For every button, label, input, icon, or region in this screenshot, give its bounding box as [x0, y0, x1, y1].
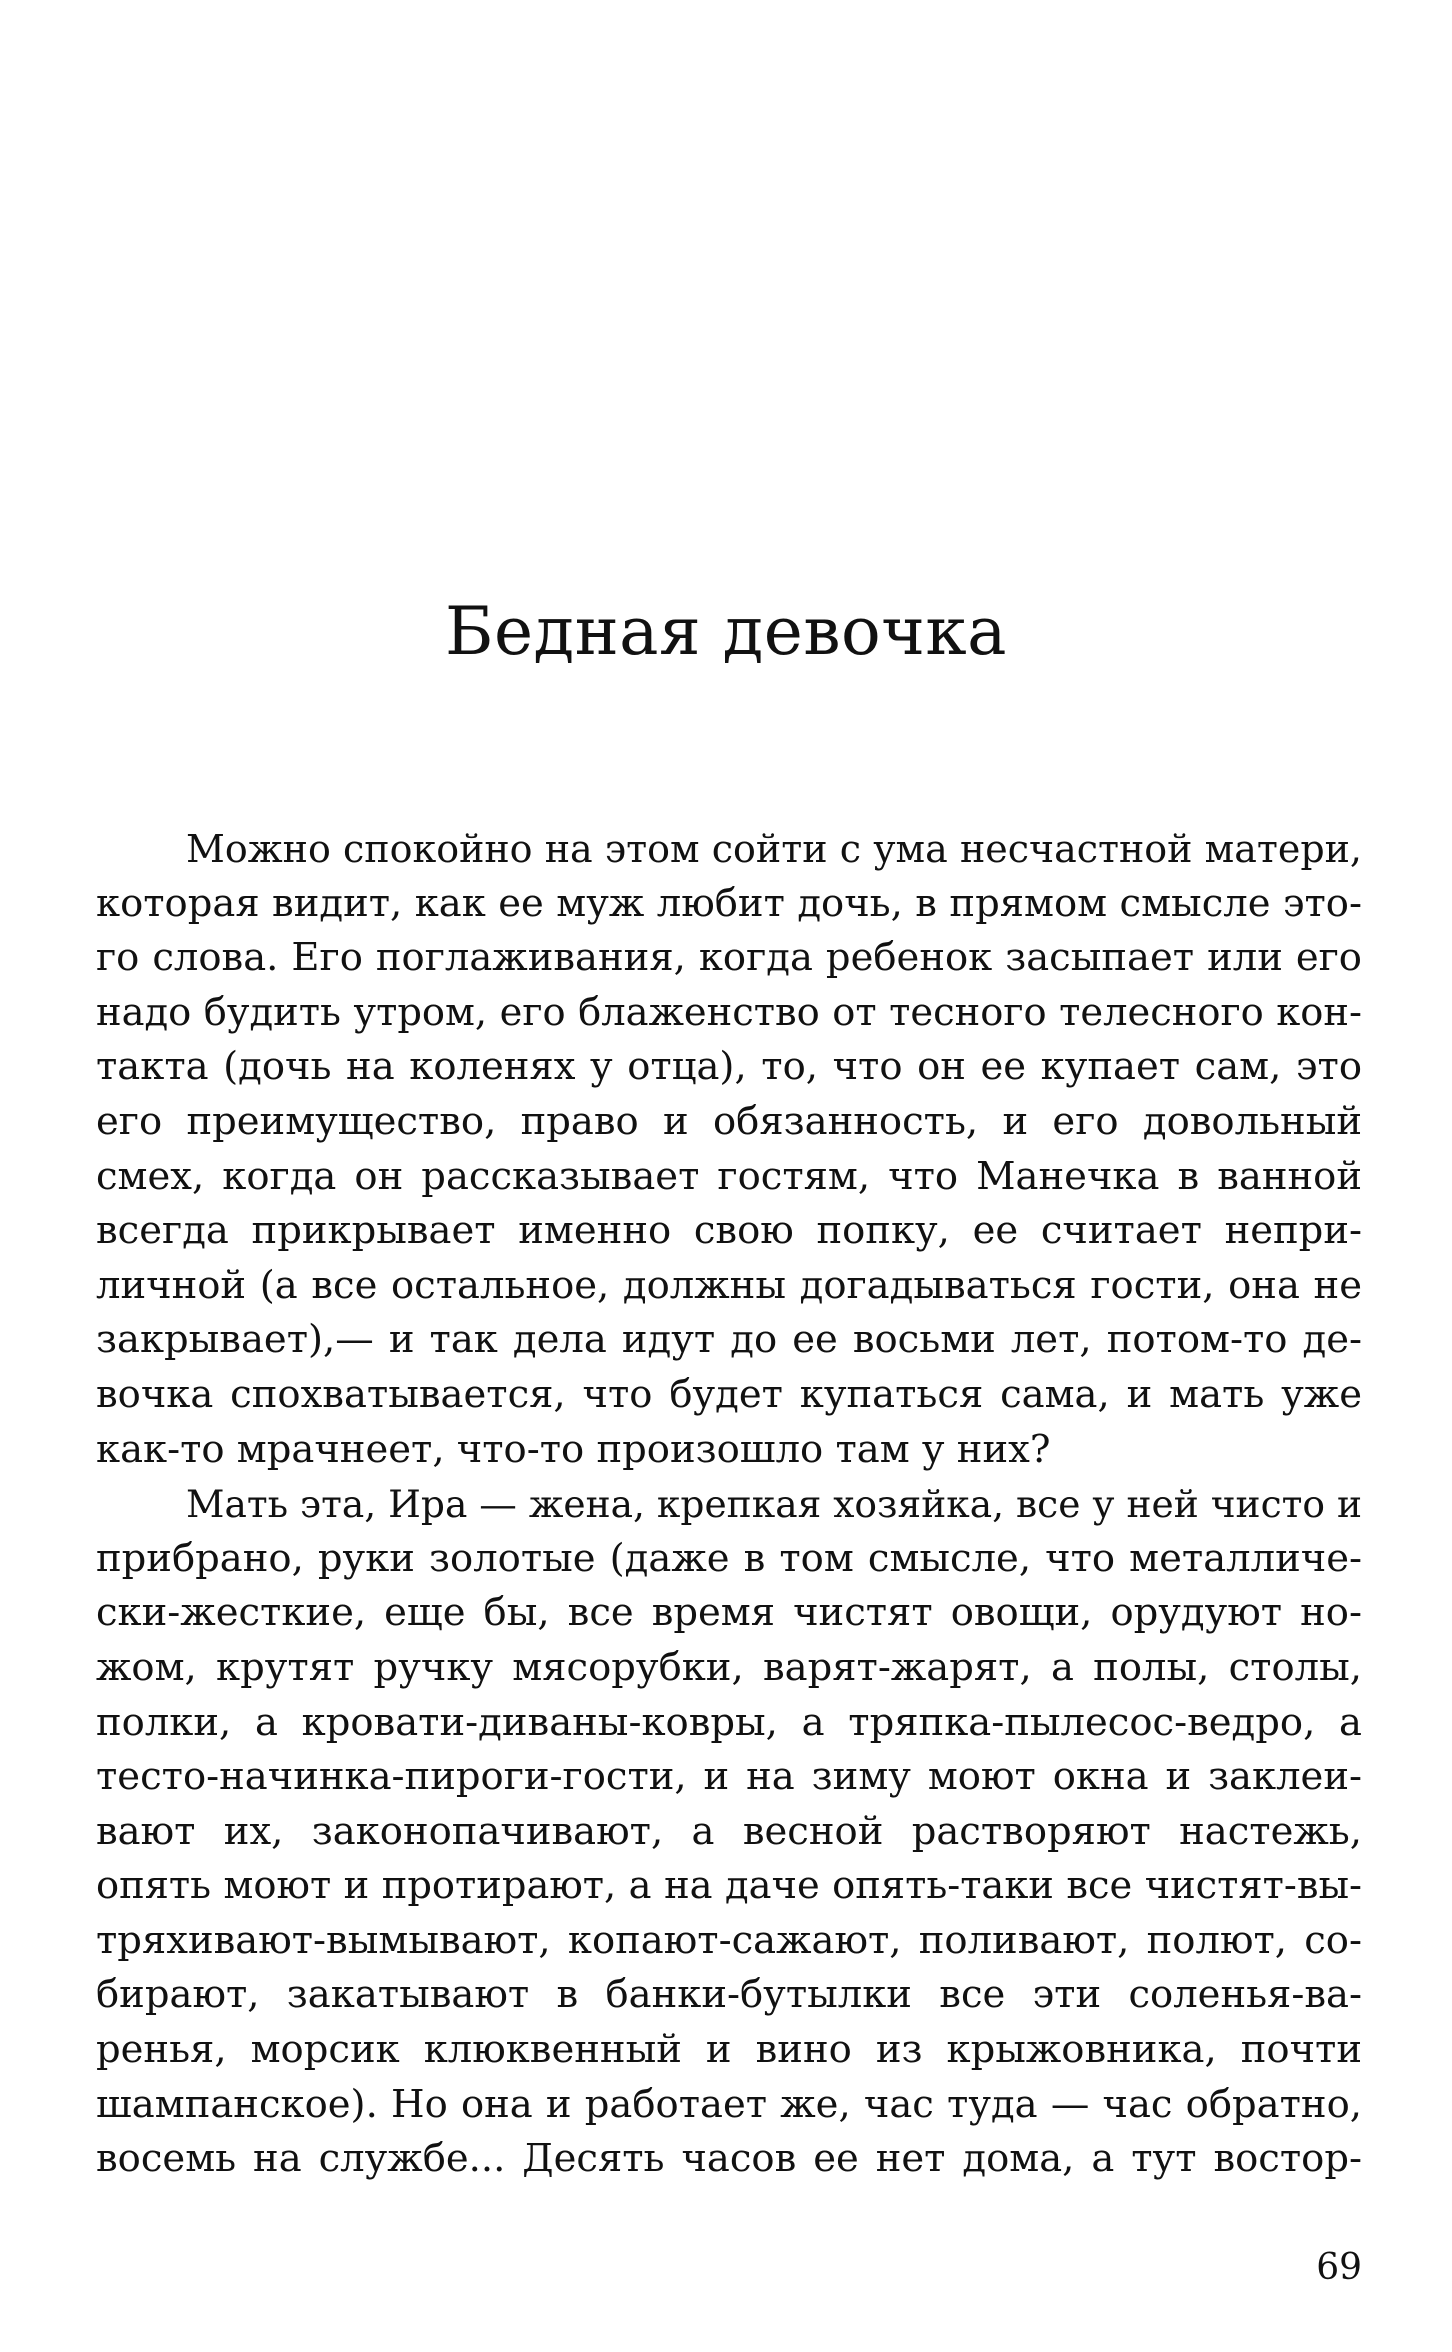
text-line: личной (а все остальное, должны догадываться гости, она не — [96, 1262, 1362, 1308]
text-line: надо будить утром, его блаженство от тесного телесного кон- — [96, 989, 1362, 1035]
text-line: прибрано, руки золотые (даже в том смысле, что металличе- — [96, 1535, 1362, 1581]
text-line: го слова. Его поглаживания, когда ребенок засыпает или его — [96, 935, 1362, 981]
text-line: его преимущество, право и обязанность, и его довольный — [96, 1098, 1362, 1144]
text-line: тряхивают-вымывают, копают-сажают, поливают, полют, со- — [96, 1917, 1362, 1963]
text-line: восемь на службе... Десять часов ее нет дома, а тут востор- — [96, 2136, 1362, 2182]
text-line: закрывает),— и так дела идут до ее восьми лет, потом-то де- — [96, 1317, 1362, 1363]
text-line: тесто-начинка-пироги-гости, и на зиму моют окна и заклеи- — [96, 1754, 1362, 1800]
text-line: такта (дочь на коленях у отца), то, что он ее купает сам, это — [96, 1044, 1362, 1090]
text-line: вают их, законопачивают, а весной растворяют настежь, — [96, 1808, 1362, 1854]
text-line: как-то мрачнеет, что-то произошло там у них? — [96, 1426, 1051, 1472]
text-line: бирают, закатывают в банки-бутылки все эти соленья-ва- — [96, 1972, 1362, 2018]
text-line: смех, когда он рассказывает гостям, что Манечка в ванной — [96, 1153, 1362, 1199]
text-line: ренья, морсик клюквенный и вино из крыжовника, почти — [96, 2027, 1362, 2073]
text-line: которая видит, как ее муж любит дочь, в прямом смысле это- — [96, 880, 1362, 926]
text-line: опять моют и протирают, а на даче опять-таки все чистят-вы- — [96, 1863, 1362, 1909]
text-line: ски-жесткие, еще бы, все время чистят овощи, орудуют но- — [96, 1590, 1362, 1636]
page-number: 69 — [1316, 2247, 1362, 2288]
body-text — [96, 822, 1362, 2187]
text-line: полки, а кровати-диваны-ковры, а тряпка-пылесос-ведро, а — [96, 1699, 1362, 1745]
text-line: вочка спохватывается, что будет купаться сама, и мать уже — [96, 1371, 1362, 1417]
text-line: жом, крутят ручку мясорубки, варят-жарят, а полы, столы, — [96, 1644, 1362, 1690]
text-line: Мать эта, Ира — жена, крепкая хозяйка, все у ней чисто и — [186, 1482, 1362, 1527]
text-line: шампанское). Но она и работает же, час туда — час обратно, — [96, 2081, 1362, 2127]
chapter-title: Бедная девочка — [445, 593, 1007, 670]
text-line: Можно спокойно на этом сойти с ума несчастной матери, — [186, 827, 1362, 871]
text-line: всегда прикрывает именно свою попку, ее считает непри- — [96, 1208, 1362, 1254]
